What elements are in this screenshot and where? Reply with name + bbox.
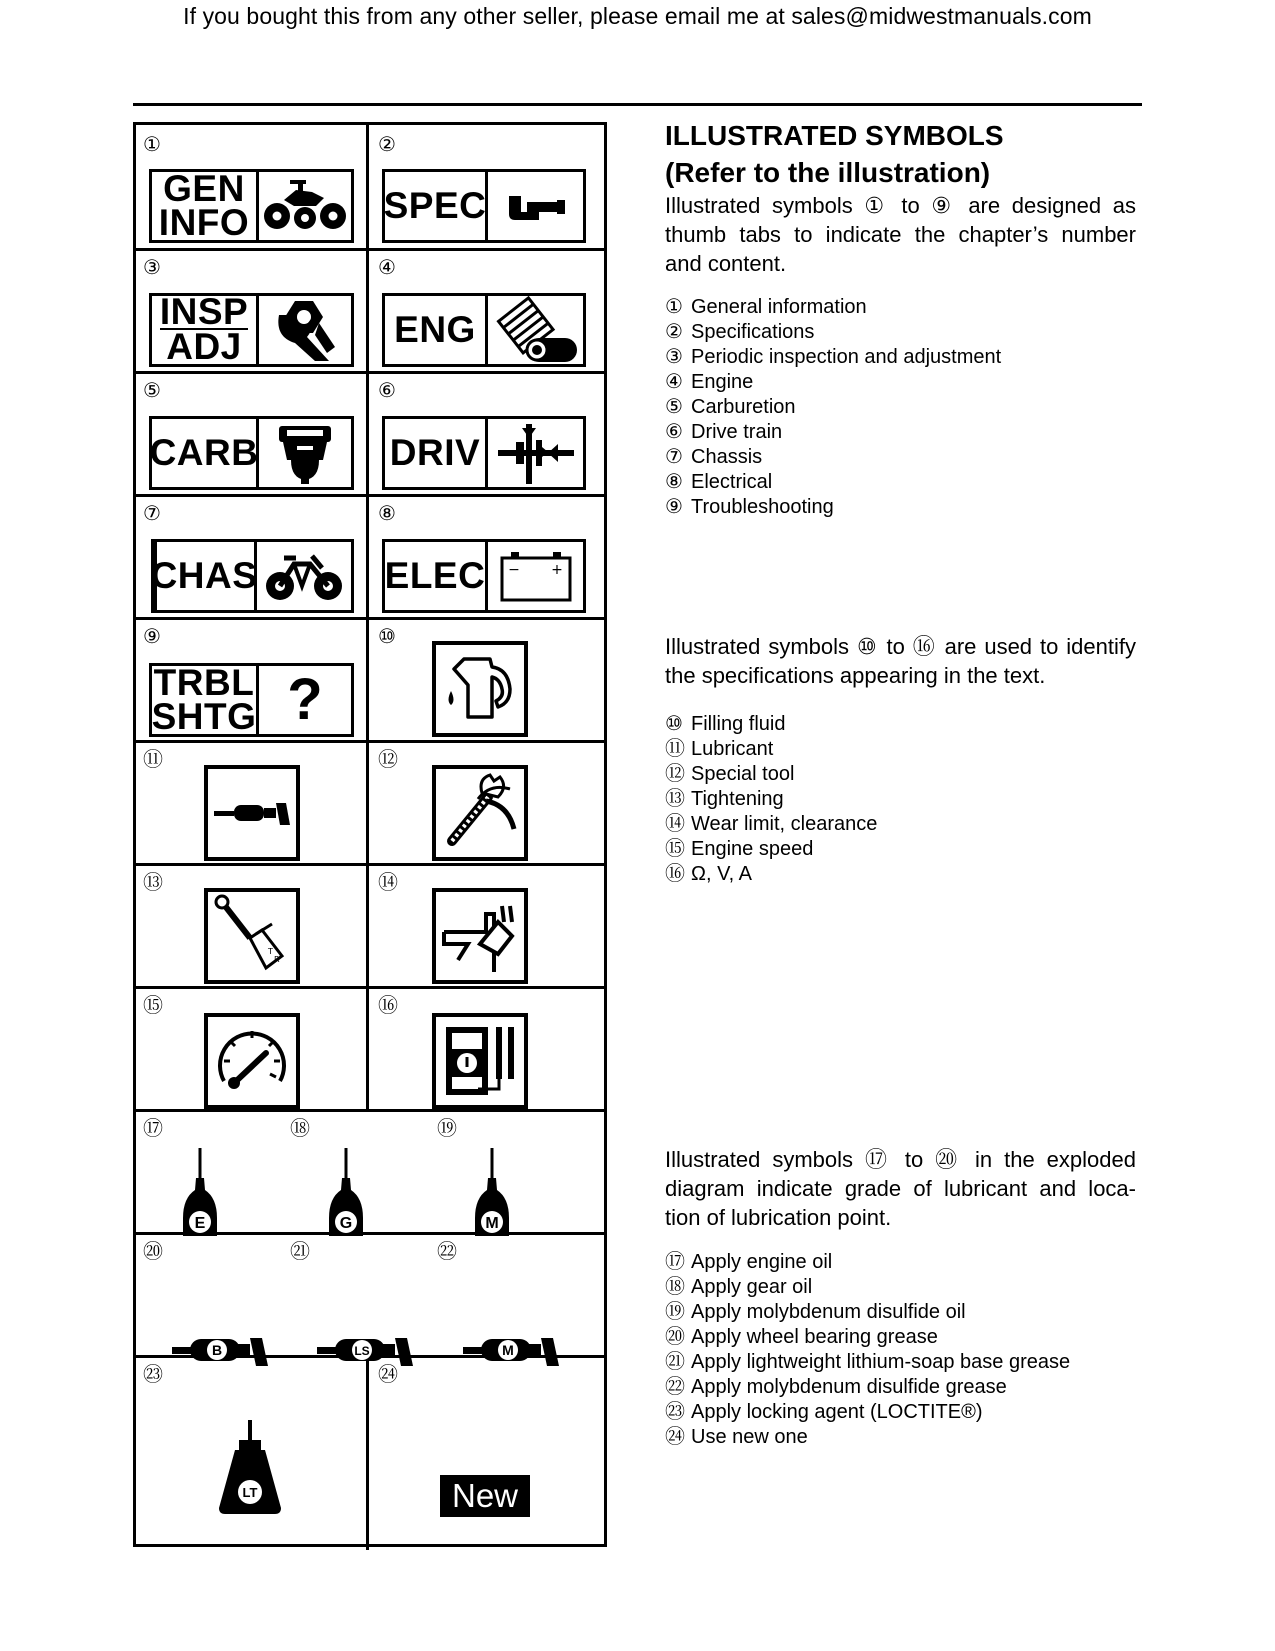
intro-paragraph-specs: Illustrated symbols ⑩ to ⑯ are used to identify the specifications appearing in the text. [665,634,1136,688]
list-item [665,1400,1070,1425]
list-label: Specifications [691,321,815,343]
list-label: Lubricant [691,738,774,760]
list-marker: ⑫ [665,763,685,785]
multimeter-icon [432,1013,528,1109]
list-label: Periodic inspection and adjustment [691,346,1002,368]
list-marker: ⑤ [665,396,683,418]
list-marker: ⑩ [665,713,683,735]
cell-number-20: ⑳ [143,1241,163,1263]
grid-rule [136,740,604,743]
wrench-scale-label: R [274,955,280,964]
lubricant-symbol-list [665,1250,1070,1450]
list-item [665,295,1001,320]
caliper-icon [488,172,583,240]
list-marker: ④ [665,371,683,393]
list-item [665,762,877,787]
list-item [665,862,877,887]
grid-rule [136,617,604,620]
list-marker: ⑮ [665,838,685,860]
oil-grade-label: G [339,1215,353,1232]
battery-minus-label: − [507,562,520,578]
cell-number-19: ⑲ [437,1118,457,1140]
list-label: Wear limit, clearance [691,813,878,835]
grid-divider [366,125,369,1110]
grid-divider [366,1355,369,1550]
cell-number-18: ⑱ [290,1118,310,1140]
oil-grade-label: M [485,1215,499,1232]
tab-spec [382,169,586,243]
tab-chas-box [151,539,354,613]
list-marker: ③ [665,346,683,368]
cell-number-2: ② [378,134,396,156]
oil-grade-label: E [194,1215,206,1232]
list-label: Drive train [691,421,783,443]
list-label: Chassis [691,446,763,468]
battery-icon [488,542,583,610]
drive-gear-icon [488,419,583,487]
wrench-scale-label: T [268,947,273,956]
cell-number-15: ⑮ [143,995,163,1017]
intro-paragraph-tabs: Illustrated symbols ① to ⑨ are designed as thumb tabs to indicate the chapter’s number and content. [665,193,1136,276]
list-label: Electrical [691,471,773,493]
new-part-badge: New [440,1475,530,1517]
cell-number-12: ⑫ [378,749,398,771]
tab-eng [382,293,586,367]
battery-plus-label: + [550,562,563,578]
section-heading [665,117,1004,191]
cell-number-4: ④ [378,257,396,279]
list-label: Apply gear oil [691,1276,813,1298]
tab-carb-text: CARB [152,419,259,487]
engine-speed-icon [204,1013,300,1109]
tab-eng-text: ENG [385,296,488,364]
list-label: Carburetion [691,396,796,418]
list-marker: ⑥ [665,421,683,443]
grid-rule [136,248,604,251]
cell-number-10: ⑩ [378,626,396,648]
list-label: Apply engine oil [691,1251,833,1273]
list-marker: ① [665,296,683,318]
tab-elec-text: ELEC [385,542,488,610]
question-mark-icon [259,666,351,734]
tab-carb [149,416,354,490]
wear-limit-icon [432,888,528,984]
list-item [665,345,1001,370]
list-marker: ⑯ [665,863,685,885]
grid-rule [136,494,604,497]
list-marker: ⑳ [665,1326,685,1348]
list-marker: ⑧ [665,471,683,493]
list-item [665,445,1001,470]
heading-line-1: ILLUSTRATED SYMBOLS [665,120,1004,151]
list-marker: ⑨ [665,496,683,518]
list-label: Engine speed [691,838,814,860]
list-label: Tightening [691,788,784,810]
tab-text-line: ADJ [166,326,242,367]
tab-text-line: TRBL [153,662,255,703]
cell-number-6: ⑥ [378,380,396,402]
tab-gen-info-text [152,168,259,243]
cell-number-3: ③ [143,257,161,279]
list-item [665,1325,1070,1350]
list-label: Apply molybdenum disulfide oil [691,1301,966,1323]
list-marker: ⑦ [665,446,683,468]
cell-number-8: ⑧ [378,503,396,525]
list-marker: ㉑ [665,1351,685,1373]
list-item [665,370,1001,395]
tab-text-line: INFO [158,202,250,243]
wrench-nut-icon [259,296,351,364]
cell-number-14: ⑭ [378,872,398,894]
list-item [665,1250,1070,1275]
list-item [665,395,1001,420]
list-label: General information [691,296,867,318]
lubricant-icon [204,765,300,861]
spec-symbol-list [665,712,877,887]
tab-elec [382,539,586,613]
grease-grade-label: M [502,1342,514,1358]
cell-number-22: ㉒ [437,1241,457,1263]
filling-fluid-icon [432,641,528,737]
list-label: Special tool [691,763,795,785]
list-item [665,1350,1070,1375]
list-label: Apply lightweight lithium-soap base grease [691,1351,1071,1373]
cell-number-17: ⑰ [143,1118,163,1140]
tab-chas-text: CHAS [154,542,257,610]
tab-text-line: GEN [163,168,245,209]
cell-number-9: ⑨ [143,626,161,648]
grease-grade-label: LS [354,1344,370,1358]
list-marker: ⑪ [665,738,685,760]
list-marker: ⑬ [665,788,685,810]
loctite-label: LT [242,1485,258,1500]
list-marker: ⑲ [665,1301,685,1323]
grid-rule [136,863,604,866]
tab-driv [382,416,586,490]
carburetor-icon [259,419,351,487]
grid-rule [136,371,604,374]
intro-paragraph-lubricants: Illustrated symbols ⑰ to ⑳ in the exploded diagram indicate grade of lubricant and loca- tion of lubrication point. [665,1147,1136,1230]
cell-number-5: ⑤ [143,380,161,402]
list-item [665,837,877,862]
cell-number-1: ① [143,134,161,156]
tab-trbl-shtg [149,663,354,737]
engine-icon [488,296,583,364]
list-item [665,1275,1070,1300]
grid-rule [136,1109,604,1112]
grid-rule [136,986,604,989]
tab-trbl-shtg-text [151,662,259,737]
question-mark-glyph: ? [287,667,323,732]
list-item [665,320,1001,345]
list-item [665,470,1001,495]
list-item [665,1375,1070,1400]
seller-banner: If you bought this from any other seller, please email me at sales@midwestmanuals.com [183,3,1092,29]
cell-number-7: ⑦ [143,503,161,525]
list-label: Ω, V, A [691,863,752,885]
grease-grade-label: B [211,1342,223,1358]
list-item [665,737,877,762]
list-label: Apply locking agent (LOCTITE®) [691,1401,983,1423]
list-item [665,1300,1070,1325]
cell-number-23: ㉓ [143,1364,163,1386]
list-label: Engine [691,371,754,393]
list-label: Apply molybdenum disulfide grease [691,1376,1007,1398]
list-item [665,787,877,812]
tab-insp-adj [149,293,354,367]
list-item [665,712,877,737]
list-label: Filling fluid [691,713,786,735]
list-marker: ㉓ [665,1401,685,1423]
list-label: Troubleshooting [691,496,834,518]
cell-number-13: ⑬ [143,872,163,894]
tightening-icon [204,888,300,984]
list-label: Use new one [691,1426,808,1448]
cell-number-16: ⑯ [378,995,398,1017]
list-item [665,1425,1070,1450]
atv-icon [259,172,351,240]
list-marker: ⑰ [665,1251,685,1273]
list-item [665,420,1001,445]
chassis-bike-icon [257,542,351,610]
list-marker: ㉔ [665,1426,685,1448]
cell-number-11: ⑪ [143,749,163,771]
cell-number-21: ㉑ [290,1241,310,1263]
heading-line-2: (Refer to the illustration) [665,157,991,188]
list-marker: ⑱ [665,1276,685,1298]
list-marker: ㉒ [665,1376,685,1398]
list-marker: ⑭ [665,813,685,835]
chapter-symbol-list [665,295,1001,520]
tab-gen-info [149,169,354,243]
tab-text-line: SHTG [151,696,257,737]
list-item [665,495,1001,520]
special-tool-icon [432,765,528,861]
tab-text-line: INSP [159,291,249,332]
cell-number-24: ㉔ [378,1364,398,1386]
list-item [665,812,877,837]
header-rule [133,103,1142,106]
tab-spec-text: SPEC [385,172,488,240]
list-label: Apply wheel bearing grease [691,1326,938,1348]
tab-insp-adj-text [152,291,259,367]
tab-driv-text: DRIV [385,419,488,487]
list-marker: ② [665,321,683,343]
